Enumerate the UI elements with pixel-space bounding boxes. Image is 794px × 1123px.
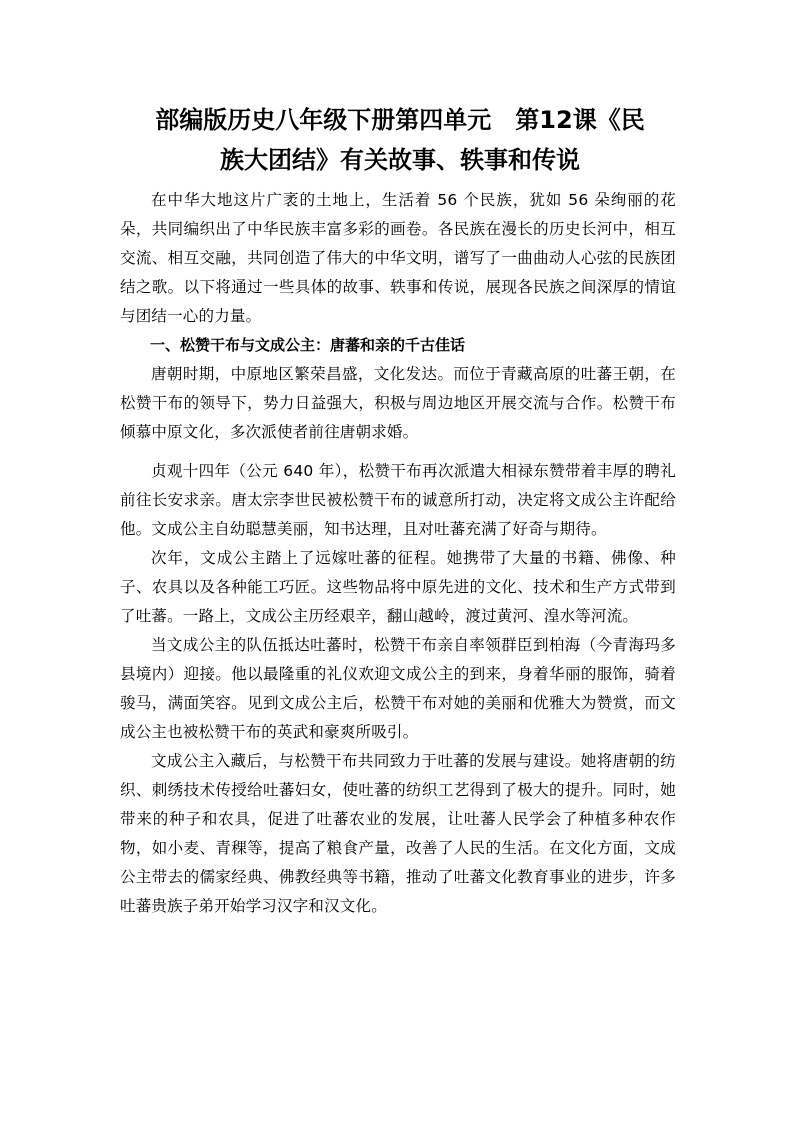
title-line-1: 部编版历史八年级下册第四单元 第12课《民 [155, 106, 645, 134]
paragraph-2: 贞观十四年（公元 640 年），松赞干布再次派遣大相禄东赞带着丰厚的聘礼前往长安求亲。唐太宗李世民被松赞干布的诚意所打动，决定将文成公主许配给他。文成公主自幼聪慧美丽，知书达理，且对吐蕃充满了好奇与期待。 [120, 462, 676, 538]
document-body [120, 186, 676, 921]
title-line-2: 族大团结》有关故事、轶事和传说 [220, 146, 580, 174]
paragraph-1: 唐朝时期，中原地区繁荣昌盛，文化发达。而位于青藏高原的吐蕃王朝，在松赞干布的领导下，势力日益强大，积极与周边地区开展交流与合作。松赞干布倾慕中原文化，多次派使者前往唐朝求婚。 [120, 365, 676, 441]
section-heading-1: 一、松赞干布与文成公主：唐蕃和亲的千古佳话 [150, 336, 466, 354]
paragraph-4: 当文成公主的队伍抵达吐蕃时，松赞干布亲自率领群臣到柏海（今青海玛多县境内）迎接。他以最隆重的礼仪欢迎文成公主的到来，身着华丽的服饰，骑着骏马，满面笑容。见到文成公主后，松赞干布对她的美丽和优雅大为赞赏，而文成公主也被松赞干布的英武和豪爽所吸引。 [120, 636, 676, 741]
intro-paragraph: 在中华大地这片广袤的土地上，生活着 56 个民族，犹如 56 朵绚丽的花朵，共同编织出了中华民族丰富多彩的画卷。各民族在漫长的历史长河中，相互交流、相互交融，共同创造了伟大的中华文明，谱写了一曲曲动人心弦的民族团结之歌。以下将通过一些具体的故事、轶事和传说，展现各民族之间深厚的情谊与团结一心的力量。 [120, 191, 676, 325]
paragraph-5: 文成公主入藏后，与松赞干布共同致力于吐蕃的发展与建设。她将唐朝的纺织、刺绣技术传授给吐蕃妇女，使吐蕃的纺织工艺得到了极大的提升。同时，她带来的种子和农具，促进了吐蕃农业的发展，让吐蕃人民学会了种植多种农作物，如小麦、青稞等，提高了粮食产量，改善了人民的生活。在文化方面，文成公主带去的儒家经典、佛教经典等书籍，推动了吐蕃文化教育事业的进步，许多吐蕃贵族子弟开始学习汉字和汉文化。 [120, 752, 676, 915]
paragraph-3: 次年，文成公主踏上了远嫁吐蕃的征程。她携带了大量的书籍、佛像、种子、农具以及各种能工巧匠。这些物品将中原先进的文化、技术和生产方式带到了吐蕃。一路上，文成公主历经艰辛，翻山越岭，渡过黄河、湟水等河流。 [120, 549, 676, 625]
document-title [120, 100, 680, 180]
